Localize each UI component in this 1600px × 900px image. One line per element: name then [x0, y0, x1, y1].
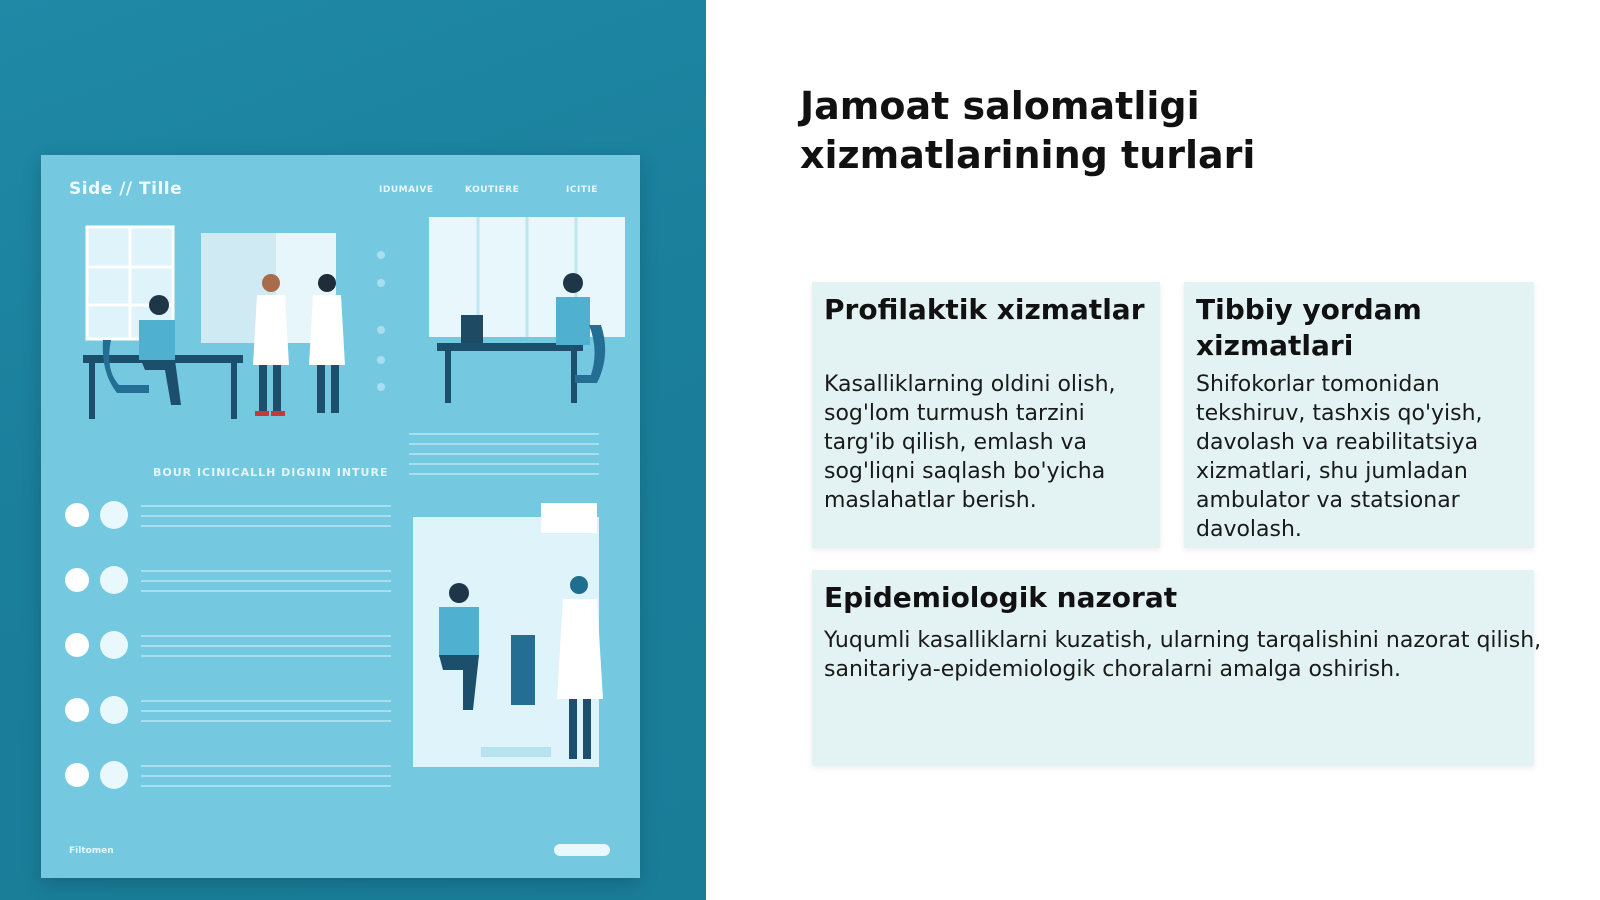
card-heading: Epidemiologik nazorat: [824, 581, 1178, 614]
clinic-scene-illustration: [41, 155, 640, 878]
poster-footer-logo: Filtomen: [69, 846, 114, 856]
poster-nav-item: IDUMAIVE: [379, 185, 434, 195]
card-preventive-services: [812, 282, 1160, 548]
card-body: Yuqumli kasalliklarni kuzatish, ularning tarqalishini nazorat qilish, sanitariya-epidemiologik choralarni amalga oshirish.: [824, 628, 1542, 682]
healthcare-poster-illustration: [41, 155, 640, 878]
poster-footer-badge: [554, 844, 610, 856]
card-epidemiological-control: [812, 570, 1542, 766]
poster-heading: BOUR ICINICALLH DIGNIN INTURE: [153, 466, 389, 479]
card-medical-care-services: [1184, 282, 1534, 548]
poster-title: Side // Tille: [69, 179, 183, 199]
poster-nav-item: KOUTIERE: [465, 185, 520, 195]
card-heading: Profilaktik xizmatlar: [824, 293, 1145, 326]
card-heading: Tibbiy yordam xizmatlari: [1196, 293, 1422, 362]
card-body: Shifokorlar tomonidan tekshiruv, tashxis qo'yish, davolash va reabilitatsiya xizmatlari, shu jumladan ambulator va statsionar davolash.: [1196, 372, 1483, 542]
card-body: Kasalliklarning oldini olish, sog'lom turmush tarzini targ'ib qilish, emlash va sog'liqni saqlash bo'yicha maslahatlar berish.: [824, 372, 1116, 513]
illustration-panel: [0, 0, 706, 900]
slide-title: Jamoat salomatligi xizmatlarining turlari: [800, 84, 1256, 177]
poster-nav-item: ICITIE: [566, 185, 598, 195]
